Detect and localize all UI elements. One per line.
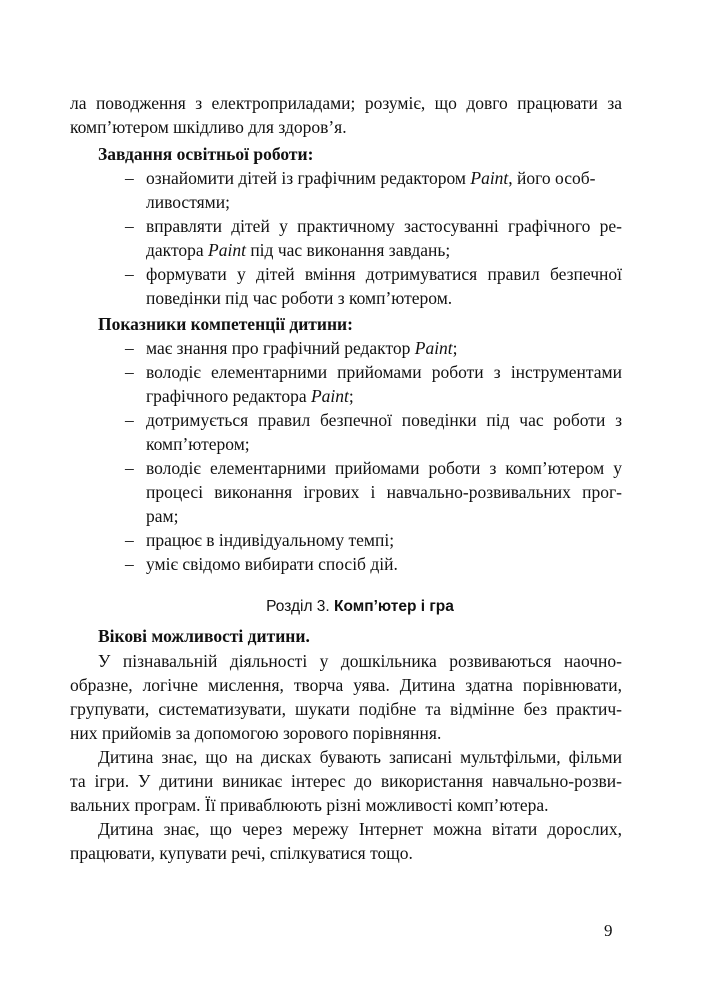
section-title (0, 596, 720, 618)
age-p1-line-4: них прийомів за допомогою зорового порівняння. (70, 723, 442, 743)
age-p2-line-2: та ігри. У дитини виникає інтерес до використання навчально-розви- (70, 771, 622, 791)
indicators-heading: Показники компетенції дитини: (98, 314, 353, 334)
age-p3-line-2: працювати, купувати речі, спілкуватися тощо. (70, 843, 413, 863)
list-dash: – (125, 362, 134, 382)
indicators-item-4-line-2: процесі виконання ігрових і навчально-розвивальних прог- (146, 482, 622, 502)
age-p1-line-3: групувати, систематизувати, шукати подібне та відмінне без практич- (70, 699, 622, 719)
tasks-item-1-line-2: ливостями; (146, 192, 230, 212)
tasks-item-1-line-1: ознайомити дітей із графічним редактором Paint, його особ- (146, 168, 596, 188)
indicators-item-3-line-1: дотримується правил безпечної поведінки під час роботи з (146, 410, 622, 430)
indicators-item-6: уміє свідомо вибирати спосіб дій. (146, 554, 398, 574)
age-p3-line-1: Дитина знає, що через мережу Інтернет можна вітати дорослих, (98, 819, 622, 839)
tasks-heading: Завдання освітньої роботи: (98, 144, 314, 164)
list-dash: – (125, 530, 134, 550)
indicators-item-3-line-2: комп’ютером; (146, 434, 250, 454)
list-dash: – (125, 458, 134, 478)
intro-line-2: комп’ютером шкідливо для здоров’я. (70, 117, 347, 137)
list-dash: – (125, 216, 134, 236)
indicators-item-2-line-1: володіє елементарними прийомами роботи з інструментами (146, 362, 622, 382)
section-prefix: Розділ 3. (266, 598, 335, 615)
list-dash: – (125, 554, 134, 574)
section-name: Комп’ютер і гра (334, 598, 454, 615)
age-heading: Вікові можливості дитини. (98, 626, 310, 646)
age-p1-line-2: образне, логічне мислення, творча уява. Дитина здатна порівнювати, (70, 675, 622, 695)
list-dash: – (125, 410, 134, 430)
list-dash: – (125, 338, 134, 358)
indicators-item-1: має знання про графічний редактор Paint; (146, 338, 458, 358)
age-p2-line-1: Дитина знає, що на дисках бувають записані мультфільми, фільми (98, 747, 622, 767)
tasks-item-3-line-2: поведінки під час роботи з комп’ютером. (146, 288, 453, 308)
indicators-item-4-line-1: володіє елементарними прийомами роботи з комп’ютером у (146, 458, 622, 478)
indicators-item-2-line-2: графічного редактора Paint; (146, 386, 354, 406)
indicators-item-5: працює в індивідуальному темпі; (146, 530, 395, 550)
list-dash: – (125, 264, 134, 284)
tasks-item-2-line-2: дактора Paint під час виконання завдань; (146, 240, 451, 260)
page-number: 9 (604, 921, 613, 940)
age-p1-line-1: У пізнавальній діяльності у дошкільника розвиваються наочно- (98, 651, 622, 671)
tasks-item-2-line-1: вправляти дітей у практичному застосуванні графічного ре- (146, 216, 622, 236)
age-p2-line-3: вальних програм. Її приваблюють різні можливості комп’ютера. (70, 795, 549, 815)
indicators-item-4-line-3: рам; (146, 506, 179, 526)
list-dash: – (125, 168, 134, 188)
tasks-item-3-line-1: формувати у дітей вміння дотримуватися правил безпечної (146, 264, 622, 284)
intro-line-1: ла поводження з електроприладами; розуміє, що довго працювати за (70, 93, 622, 113)
